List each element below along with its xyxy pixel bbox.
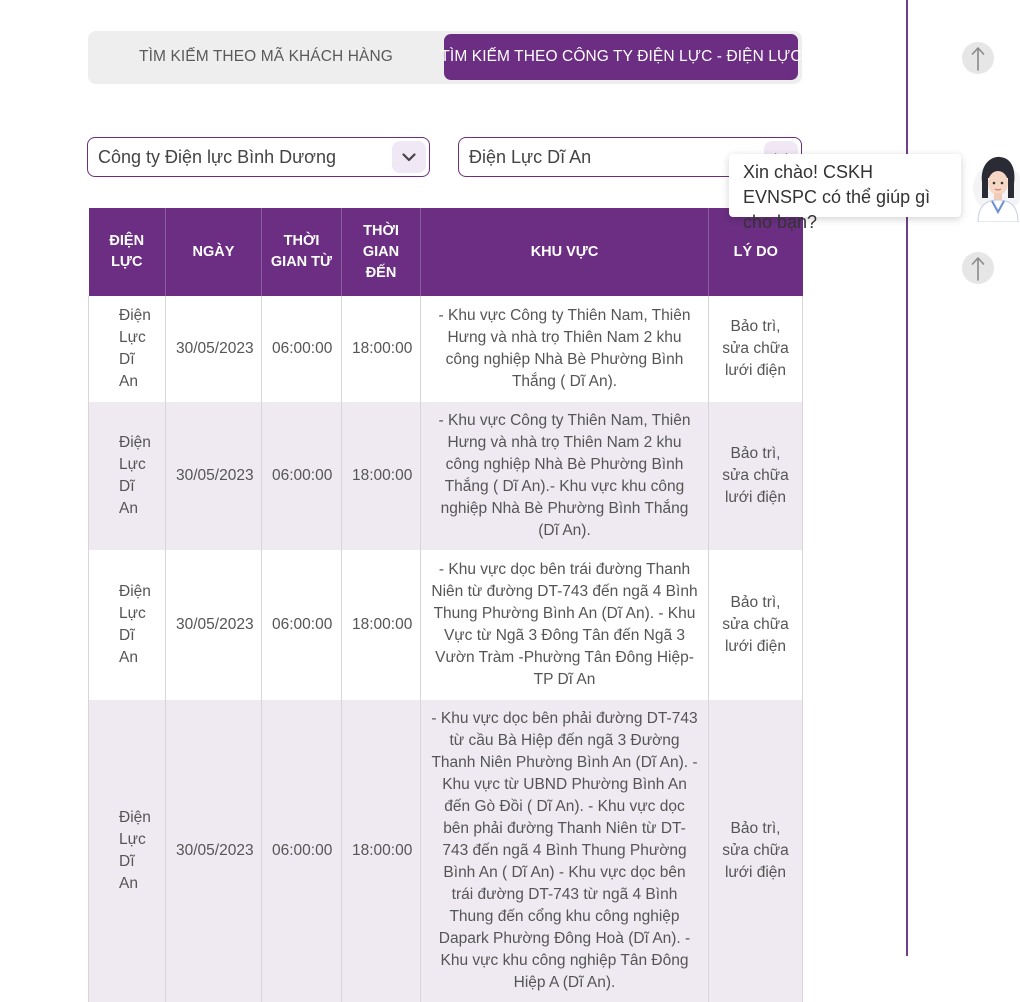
header-time-to: THỜI GIAN ĐẾN xyxy=(342,208,421,296)
arrow-up-icon xyxy=(971,45,985,71)
table-row xyxy=(89,700,803,1002)
cell-unit: Điện Lực Dĩ An xyxy=(89,700,166,1002)
cell-reason: Bảo trì, sửa chữa lưới điện xyxy=(709,550,803,700)
cell-time-to: 18:00:00 xyxy=(342,700,421,1002)
table-row xyxy=(89,296,803,402)
cell-time-from: 06:00:00 xyxy=(262,402,342,550)
cell-date: 30/05/2023 xyxy=(166,402,262,550)
cell-area: - Khu vực dọc bên phải đường DT-743 từ cầu Bà Hiệp đến ngã 3 Đường Thanh Niên Phường Bình An (Dĩ An). - Khu vực từ UBND Phường Bình An đến Gò Đồi ( Dĩ An). - Khu vực dọc bên phải đường Thanh Niên từ DT-743 đến ngã 4 Bình Thung Phường Bình An ( Dĩ An) - Khu vực dọc bên trái đường DT-743 từ ngã 4 Bình Thung đến cổng khu công nghiệp Dapark Phường Đông Hoà (Dĩ An). - Khu vực khu công nghiệp Tân Đông Hiệp A (Dĩ An). xyxy=(421,700,709,1002)
cell-unit: Điện Lực Dĩ An xyxy=(89,296,166,402)
cell-area: - Khu vực Công ty Thiên Nam, Thiên Hưng và nhà trọ Thiên Nam 2 khu công nghiệp Nhà Bè Phường Bình Thắng ( Dĩ An).- Khu vực khu công nghiệp Nhà Bè Phường Bình Thắng (Dĩ An). xyxy=(421,402,709,550)
cell-date: 30/05/2023 xyxy=(166,700,262,1002)
cell-unit: Điện Lực Dĩ An xyxy=(89,402,166,550)
cell-time-to: 18:00:00 xyxy=(342,550,421,700)
cell-unit: Điện Lực Dĩ An xyxy=(89,550,166,700)
company-select[interactable] xyxy=(87,137,430,177)
tab-search-by-customer-code[interactable]: TÌM KIẾM THEO MÃ KHÁCH HÀNG xyxy=(139,48,393,65)
table-row xyxy=(89,402,803,550)
cell-date: 30/05/2023 xyxy=(166,550,262,700)
page-right-border xyxy=(906,0,908,956)
unit-select-value: Điện Lực Dĩ An xyxy=(469,146,592,167)
cell-time-to: 18:00:00 xyxy=(342,402,421,550)
cell-time-to: 18:00:00 xyxy=(342,296,421,402)
cell-reason: Bảo trì, sửa chữa lưới điện xyxy=(709,402,803,550)
cell-area: - Khu vực Công ty Thiên Nam, Thiên Hưng và nhà trọ Thiên Nam 2 khu công nghiệp Nhà Bè Phường Bình Thắng ( Dĩ An). xyxy=(421,296,709,402)
arrow-up-icon xyxy=(971,255,985,281)
company-select-value: Công ty Điện lực Bình Dương xyxy=(98,146,337,167)
scroll-to-top-button[interactable] xyxy=(962,42,994,74)
header-unit: ĐIỆN LỰC xyxy=(89,208,166,296)
table-row xyxy=(89,550,803,700)
search-mode-tabs xyxy=(88,31,802,84)
table-header-row xyxy=(89,208,803,296)
tab-search-by-power-company[interactable]: TÌM KIẾM THEO CÔNG TY ĐIỆN LỰC - ĐIỆN LỰC xyxy=(444,34,798,80)
cell-time-from: 06:00:00 xyxy=(262,700,342,1002)
outage-schedule-table xyxy=(88,208,802,1002)
scroll-up-button[interactable] xyxy=(962,252,994,284)
cell-time-from: 06:00:00 xyxy=(262,296,342,402)
cell-date: 30/05/2023 xyxy=(166,296,262,402)
cell-area: - Khu vực dọc bên trái đường Thanh Niên từ đường DT-743 đến ngã 4 Bình Thung Phường Bình An (Dĩ An). - Khu Vực từ Ngã 3 Đông Tân đến Ngã 3 Vườn Tràm -Phường Tân Đông Hiệp-TP Dĩ An xyxy=(421,550,709,700)
header-date: NGÀY xyxy=(166,208,262,296)
header-time-from: THỜI GIAN TỪ xyxy=(262,208,342,296)
cell-time-from: 06:00:00 xyxy=(262,550,342,700)
header-area: KHU VỰC xyxy=(421,208,709,296)
chat-assistant-avatar-icon[interactable] xyxy=(970,152,1020,222)
chat-greeting-bubble[interactable]: Xin chào! CSKH EVNSPC có thể giúp gì cho bạn? xyxy=(729,154,961,217)
cell-reason: Bảo trì, sửa chữa lưới điện xyxy=(709,700,803,1002)
chevron-down-icon[interactable] xyxy=(392,141,426,173)
header-reason: LÝ DO xyxy=(709,208,803,296)
cell-reason: Bảo trì, sửa chữa lưới điện xyxy=(709,296,803,402)
